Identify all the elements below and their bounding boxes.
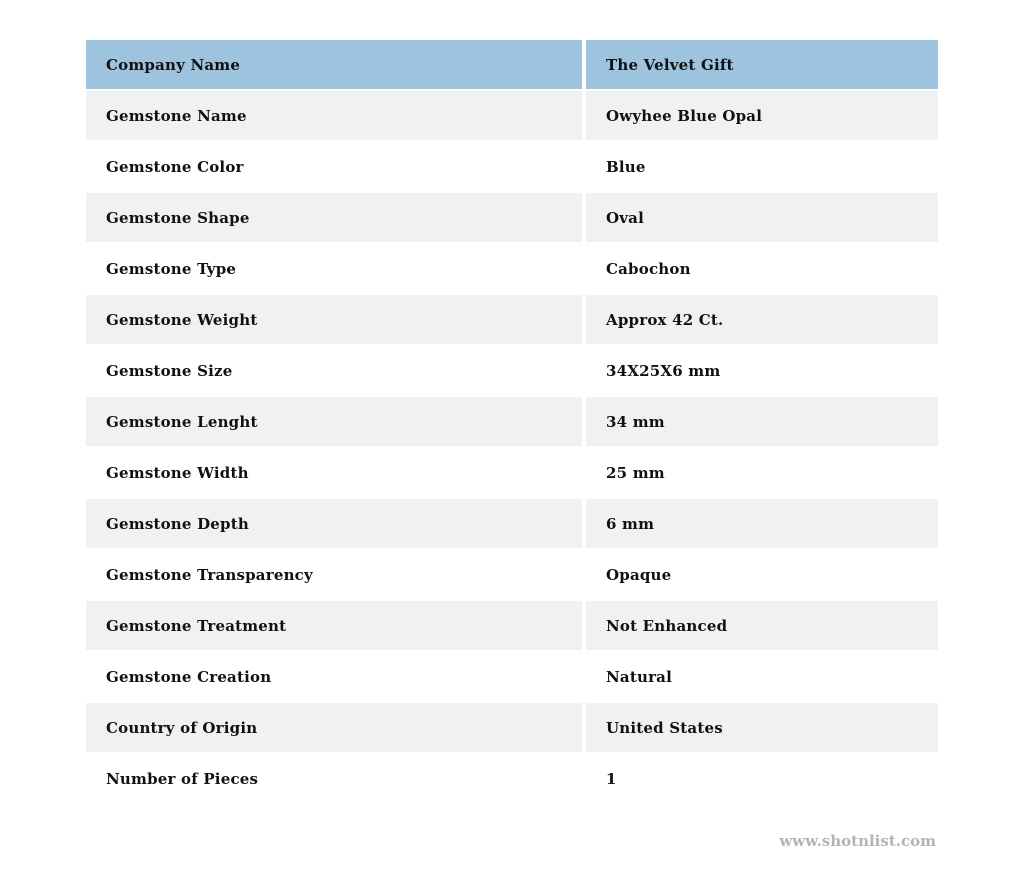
row-label: Gemstone Type: [86, 244, 582, 293]
header-value: The Velvet Gift: [586, 40, 938, 89]
table-row: [86, 601, 938, 650]
table-row: [86, 754, 938, 803]
row-label: Number of Pieces: [86, 754, 582, 803]
table-body: [86, 91, 938, 803]
row-label: Gemstone Width: [86, 448, 582, 497]
table-row: [86, 193, 938, 242]
row-label: Gemstone Weight: [86, 295, 582, 344]
table-row: [86, 91, 938, 140]
row-label: Gemstone Depth: [86, 499, 582, 548]
table-row: [86, 550, 938, 599]
table-row: [86, 142, 938, 191]
row-value: Approx 42 Ct.: [586, 295, 938, 344]
row-value: 34 mm: [586, 397, 938, 446]
row-label: Gemstone Name: [86, 91, 582, 140]
row-value: Cabochon: [586, 244, 938, 293]
header-label: Company Name: [86, 40, 582, 89]
row-label: Gemstone Transparency: [86, 550, 582, 599]
row-value: United States: [586, 703, 938, 752]
row-label: Gemstone Lenght: [86, 397, 582, 446]
row-label: Country of Origin: [86, 703, 582, 752]
row-label: Gemstone Shape: [86, 193, 582, 242]
row-value: Natural: [586, 652, 938, 701]
table-row: [86, 448, 938, 497]
table-row: [86, 652, 938, 701]
row-value: Not Enhanced: [586, 601, 938, 650]
table-header-row: [86, 40, 938, 89]
row-value: 25 mm: [586, 448, 938, 497]
row-label: Gemstone Creation: [86, 652, 582, 701]
watermark-text: www.shotnlist.com: [779, 832, 936, 850]
row-label: Gemstone Color: [86, 142, 582, 191]
table-row: [86, 295, 938, 344]
row-value: 1: [586, 754, 938, 803]
table-row: [86, 397, 938, 446]
table-row: [86, 499, 938, 548]
row-value: Blue: [586, 142, 938, 191]
row-label: Gemstone Treatment: [86, 601, 582, 650]
row-value: Oval: [586, 193, 938, 242]
table-row: [86, 346, 938, 395]
row-label: Gemstone Size: [86, 346, 582, 395]
table-row: [86, 703, 938, 752]
table-row: [86, 244, 938, 293]
row-value: 6 mm: [586, 499, 938, 548]
gemstone-spec-table: [86, 40, 938, 805]
row-value: Owyhee Blue Opal: [586, 91, 938, 140]
row-value: Opaque: [586, 550, 938, 599]
row-value: 34X25X6 mm: [586, 346, 938, 395]
